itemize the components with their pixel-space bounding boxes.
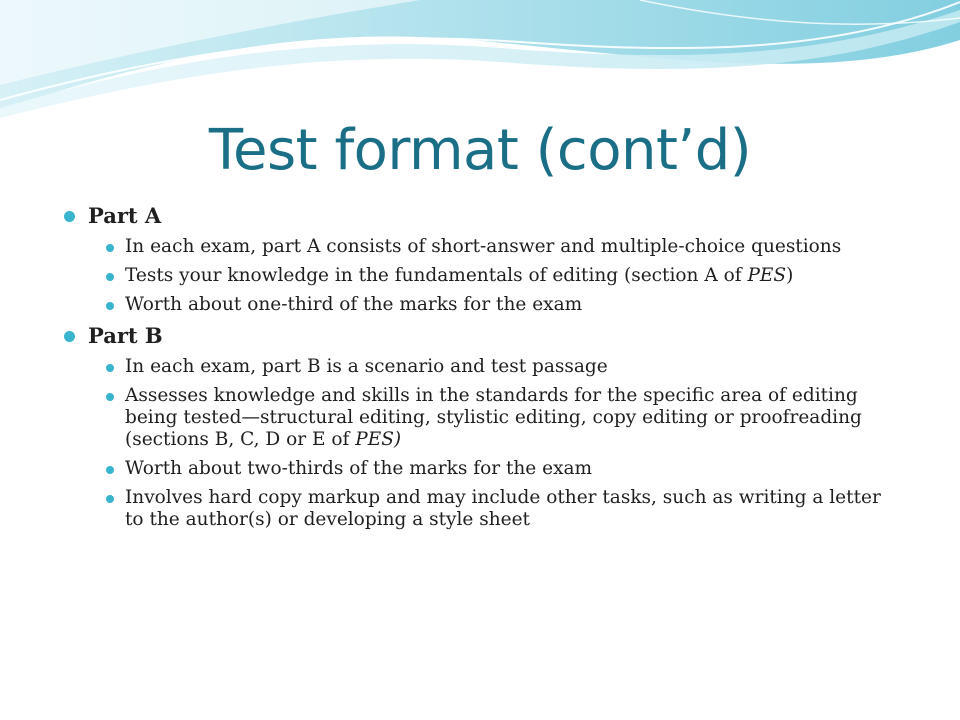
list-item-tail: ) — [786, 265, 794, 286]
slide-content — [64, 203, 904, 538]
slide-title: Test format (cont’d) — [208, 118, 752, 183]
decorative-wave-banner — [0, 0, 960, 125]
bullet-icon — [106, 364, 114, 372]
part-a-list — [64, 236, 904, 316]
list-item-italic: PES) — [355, 429, 402, 450]
bullet-icon — [106, 393, 114, 401]
part-a-section — [64, 203, 904, 316]
bullet-icon — [106, 495, 114, 503]
part-a-heading — [64, 203, 904, 229]
list-item-italic: PES — [747, 265, 787, 286]
bullet-icon — [106, 302, 114, 310]
bullet-icon — [106, 273, 114, 281]
list-item-text: In each exam, part B is a scenario and test passage — [125, 356, 608, 377]
list-item — [64, 356, 904, 378]
list-item-text: Tests your knowledge in the fundamentals of editing (section A of — [125, 265, 748, 286]
part-b-list — [64, 356, 904, 531]
list-item — [64, 458, 904, 480]
list-item-text: Worth about two-thirds of the marks for the exam — [125, 458, 593, 479]
list-item — [64, 265, 904, 287]
bullet-icon — [106, 244, 114, 252]
part-b-heading — [64, 323, 904, 349]
list-item — [64, 294, 904, 316]
part-b-heading-text: Part B — [88, 323, 163, 348]
bullet-icon — [106, 466, 114, 474]
part-b-section — [64, 323, 904, 531]
list-item-text: In each exam, part A consists of short-answer and multiple-choice questions — [125, 236, 842, 257]
list-item-text: Assesses knowledge and skills in the standards for the specific area of editing being tested—structural editing, stylistic editing, copy editing or proofreading (sections B, C, D or E of — [125, 385, 862, 450]
list-item — [64, 385, 904, 451]
list-item — [64, 487, 904, 531]
part-a-heading-text: Part A — [88, 203, 162, 228]
list-item-text: Involves hard copy markup and may include other tasks, such as writing a letter to the author(s) or developing a style sheet — [125, 487, 881, 530]
bullet-icon — [64, 211, 75, 222]
list-item — [64, 236, 904, 258]
list-item-text: Worth about one-third of the marks for the exam — [125, 294, 583, 315]
bullet-icon — [64, 331, 75, 342]
